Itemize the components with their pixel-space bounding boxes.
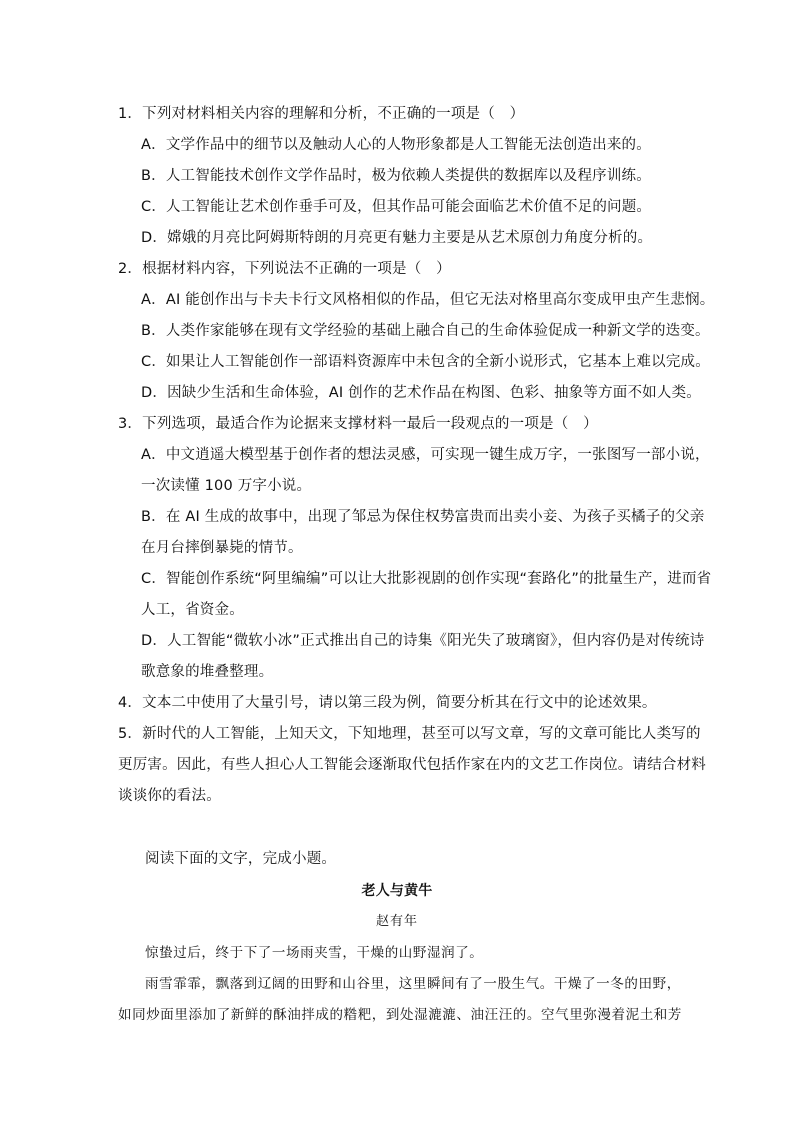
question-2-option-b: B．人类作家能够在现有文学经验的基础上融合自己的生命体验促成一种新文学的迭变。: [141, 323, 710, 339]
question-5-stem-line-1: 5．新时代的人工智能，上知天文，下知地理，甚至可以写文章，写的文章可能比人类写的: [118, 726, 701, 742]
question-3-option-d-continued: 歌意象的堆叠整理。: [141, 664, 274, 680]
question-1-option-a: A．文学作品中的细节以及触动人心的人物形象都是人工智能无法创造出来的。: [141, 137, 651, 153]
passage-paragraph-2-continued: 如同炒面里添加了新鲜的酥油拌成的糌粑，到处湿漉漉、油汪汪的。空气里弥漫着泥土和芳: [118, 1007, 682, 1023]
question-4-stem: 4．文本二中使用了大量引号，请以第三段为例，简要分析其在行文中的论述效果。: [118, 695, 657, 711]
question-1-stem: 1．下列对材料相关内容的理解和分析，不正确的一项是（ ）: [118, 106, 525, 122]
question-5-stem-line-2: 更厉害。因此，有些人担心人工智能会逐渐取代包括作家在内的文艺工作岗位。请结合材料: [118, 757, 706, 773]
question-3-option-d: D．人工智能“微软小冰”正式推出自己的诗集《阳光失了玻璃窗》，但内容仍是对传统诗: [141, 633, 705, 649]
question-3-option-c-continued: 人工，省资金。: [141, 602, 244, 618]
passage-title: 老人与黄牛: [361, 883, 433, 899]
question-3-stem: 3．下列选项，最适合作为论据来支撑材料一最后一段观点的一项是（ ）: [118, 416, 598, 432]
question-3-option-a: A．中文逍遥大模型基于创作者的想法灵感，可实现一键生成万字，一张图写一部小说，: [141, 447, 710, 463]
question-3-option-a-continued: 一次读懂 100 万字小说。: [141, 478, 312, 494]
question-3-option-c: C．智能创作系统“阿里编编”可以让大批影视剧的创作实现“套路化”的批量生产，进而省: [141, 571, 712, 587]
question-2-stem: 2．根据材料内容，下列说法不正确的一项是（ ）: [118, 261, 451, 277]
question-1-option-c: C．人工智能让艺术创作垂手可及，但其作品可能会面临艺术价值不足的问题。: [141, 199, 652, 215]
passage-paragraph-1: 惊蛰过后，终于下了一场雨夹雪，干燥的山野湿润了。: [145, 945, 484, 961]
passage-author: 赵有年: [375, 914, 418, 929]
passage-paragraph-2: 雨雪霏霏，飘落到辽阔的田野和山谷里，这里瞬间有了一股生气。干燥了一冬的田野，: [145, 976, 681, 992]
question-3-option-b: B．在 AI 生成的故事中，出现了邹忌为保住权势富贵而出卖小妾、为孩子买橘子的父亲: [141, 509, 705, 525]
question-5-stem-line-3: 谈谈你的看法。: [118, 788, 221, 804]
question-2-option-a: A．AI 能创作出与卡夫卡行文风格相似的作品，但它无法对格里高尔变成甲虫产生悲悯。: [141, 292, 715, 308]
question-2-option-d: D．因缺少生活和生命体验，AI 创作的艺术作品在构图、色彩、抽象等方面不如人类。: [141, 385, 701, 401]
reading-instruction: 阅读下面的文字，完成小题。: [145, 851, 337, 867]
question-2-option-c: C．如果让人工智能创作一部语料资源库中未包含的全新小说形式，它基本上难以完成。: [141, 354, 710, 370]
question-1-option-b: B．人工智能技术创作文学作品时，极为依赖人类提供的数据库以及程序训练。: [141, 168, 651, 184]
question-1-option-d: D．嫦娥的月亮比阿姆斯特朗的月亮更有魅力主要是从艺术原创力角度分析的。: [141, 230, 653, 246]
question-3-option-b-continued: 在月台摔倒暴毙的情节。: [141, 540, 303, 556]
